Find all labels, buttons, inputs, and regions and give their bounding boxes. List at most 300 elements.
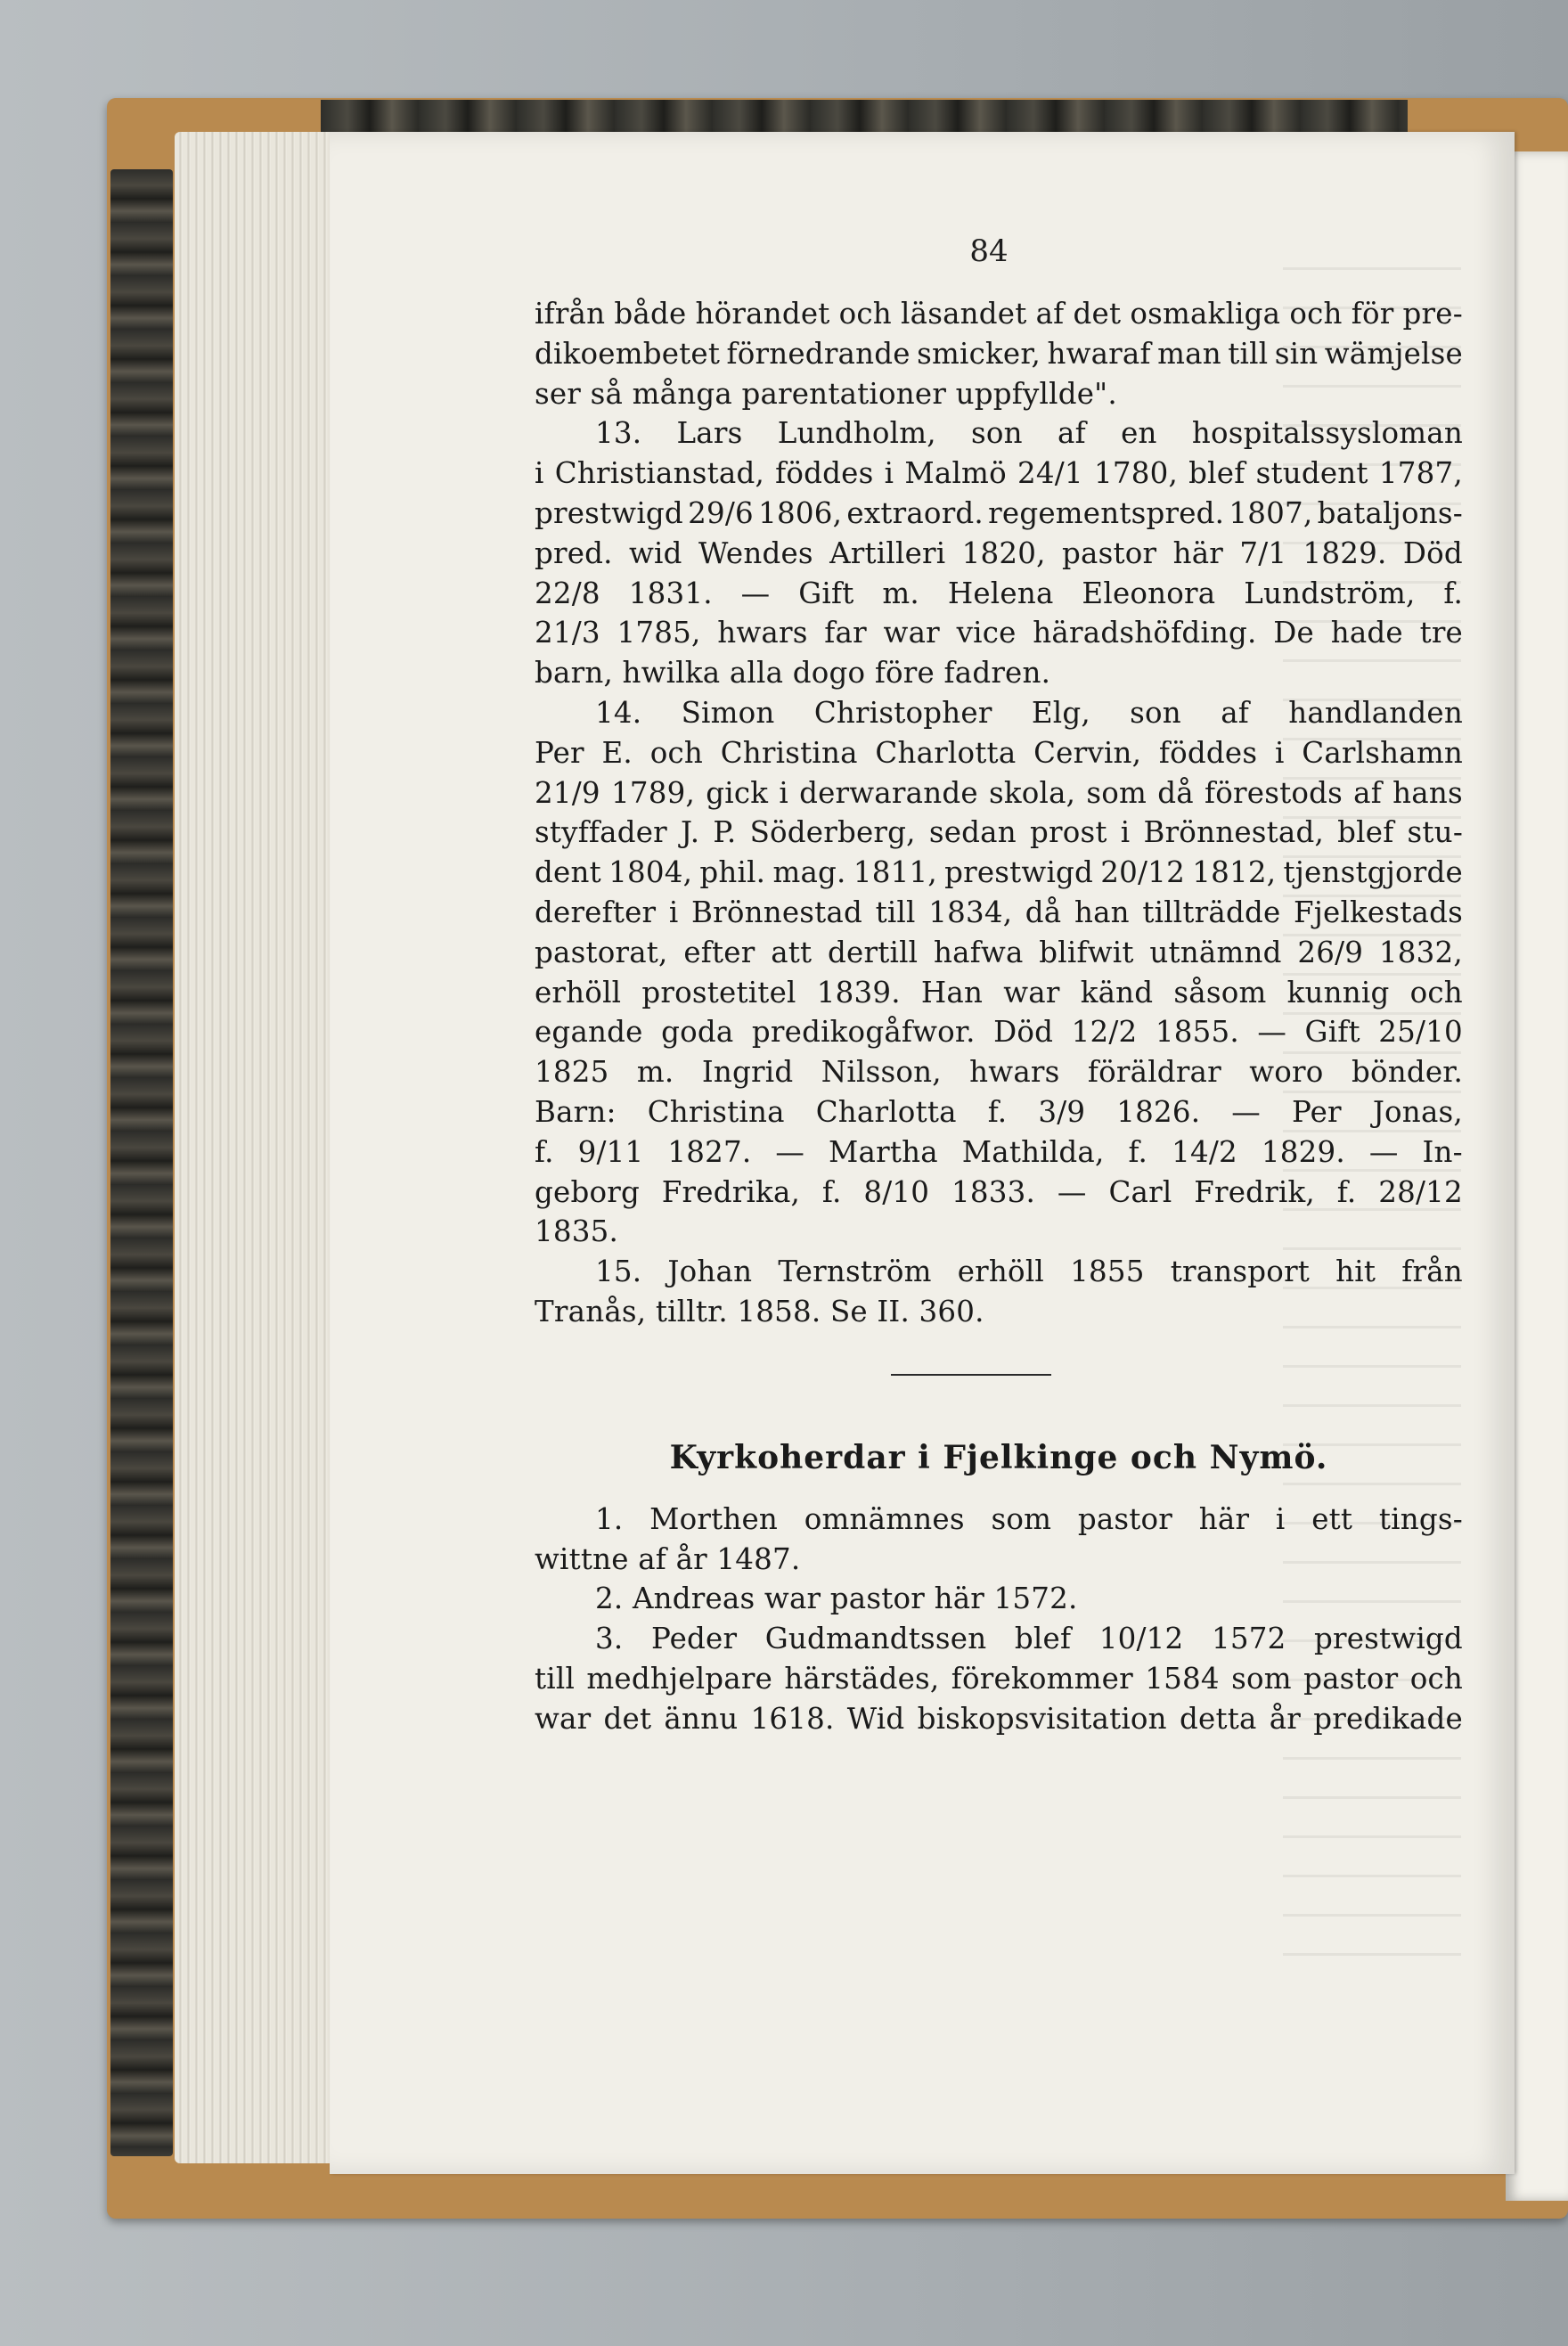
word: Christianstad, <box>554 456 764 491</box>
word: 1833. <box>951 1174 1036 1209</box>
section-heading: Kyrkoherdar i Fjelkinge och Nymö. <box>669 1439 1328 1477</box>
word: P. <box>713 815 737 850</box>
word: man <box>1157 336 1221 371</box>
word: 1807, <box>1229 495 1313 530</box>
word: 1831. <box>628 576 713 610</box>
word: Per <box>535 735 584 770</box>
word: och <box>1409 975 1463 1010</box>
word: Död <box>1402 535 1463 570</box>
word: Lundström, <box>1244 576 1416 610</box>
word: 1855. <box>1155 1015 1239 1050</box>
word: tillträdde <box>1142 895 1281 929</box>
text-line <box>535 1500 1463 1540</box>
word: 360. <box>919 1294 984 1328</box>
word: goda <box>661 1015 734 1050</box>
word: Cervin, <box>1033 735 1142 770</box>
word: Nilsson, <box>821 1055 942 1090</box>
word: In- <box>1422 1134 1463 1169</box>
word: ser <box>535 376 591 411</box>
word: derwarande <box>799 775 978 810</box>
word: tings- <box>1378 1501 1463 1536</box>
word: f. <box>535 1134 554 1169</box>
word: — <box>1057 1174 1087 1209</box>
word: 14. <box>595 695 642 730</box>
word: m. <box>882 576 919 610</box>
word: f. <box>821 1174 842 1209</box>
word: handlanden <box>1288 695 1463 730</box>
word: i <box>1274 735 1285 770</box>
word: f. <box>1336 1174 1357 1209</box>
word: phil. <box>699 855 766 890</box>
word: hade <box>1330 616 1403 650</box>
word: — <box>1368 1134 1399 1169</box>
word: hafwa <box>934 935 1024 969</box>
word: hwilka <box>622 656 730 691</box>
word: prost <box>1029 815 1107 850</box>
text-line <box>535 1579 1463 1619</box>
word: 20/12 <box>1100 855 1185 890</box>
word: Fredrik, <box>1194 1174 1315 1209</box>
word: J. <box>681 815 700 850</box>
word: före <box>874 656 944 691</box>
word: 29/6 <box>688 495 754 530</box>
word: blef <box>1014 1622 1072 1656</box>
word: Carl <box>1108 1174 1172 1209</box>
text-line <box>535 1012 1463 1052</box>
word: Wendes <box>698 535 813 570</box>
word: 1839. <box>816 975 901 1010</box>
word: pastor <box>829 1582 935 1616</box>
text-line <box>535 374 1463 414</box>
word: transport <box>1170 1255 1311 1289</box>
word: Jonas, <box>1372 1094 1463 1129</box>
word: prostetitel <box>641 975 796 1010</box>
word: 12/2 <box>1071 1015 1138 1050</box>
word: sin <box>1274 336 1319 371</box>
word: och <box>649 735 703 770</box>
word: 24/1 <box>1017 456 1083 491</box>
word: E. <box>601 735 633 770</box>
word: Simon <box>681 695 775 730</box>
word: 21/3 <box>535 616 600 650</box>
text-line <box>535 454 1463 494</box>
word: f. <box>987 1094 1008 1129</box>
word: till <box>875 895 916 929</box>
word: 1584 <box>1145 1661 1220 1696</box>
word: pastorat, <box>535 935 668 969</box>
word: många <box>632 376 742 411</box>
word: hospitalssysloman <box>1191 416 1463 451</box>
word: 1785, <box>617 616 701 650</box>
word: det <box>603 1701 652 1736</box>
word: Wid <box>846 1701 905 1736</box>
word: Brönnestad, <box>1143 815 1325 850</box>
word: af <box>1058 416 1086 451</box>
word: parentationer <box>741 376 956 411</box>
word: 1618. <box>750 1701 835 1736</box>
entries-block <box>535 294 1463 1332</box>
word: som <box>1231 1661 1292 1696</box>
word: 25/10 <box>1378 1015 1463 1050</box>
word: erhöll <box>535 975 622 1010</box>
word: 14/2 <box>1172 1134 1237 1169</box>
word: Lundholm, <box>777 416 936 451</box>
page-text <box>535 294 1463 1739</box>
text-line <box>535 1659 1463 1699</box>
word: Barn: <box>535 1094 617 1129</box>
word: här <box>1198 1501 1250 1536</box>
word: egande <box>535 1015 643 1050</box>
word: Tranås, <box>535 1294 656 1328</box>
word: wid <box>629 535 682 570</box>
word: hwaraf <box>1047 336 1151 371</box>
word: war <box>1003 975 1060 1010</box>
word: här <box>934 1582 994 1616</box>
marbled-cover-edge <box>110 169 173 2156</box>
text-line <box>535 1619 1463 1659</box>
word: utnämnd <box>1149 935 1282 969</box>
word: kunnig <box>1286 975 1390 1010</box>
word: efter <box>683 935 755 969</box>
word: dertill <box>828 935 919 969</box>
text-line <box>535 973 1463 1013</box>
word: 1811, <box>853 855 937 890</box>
word: häradshöfding. <box>1033 616 1257 650</box>
word: 28/12 <box>1378 1174 1463 1209</box>
word: erhöll <box>957 1255 1045 1289</box>
word: 1858. <box>737 1294 830 1328</box>
word: detta <box>1180 1701 1257 1736</box>
word: 1855 <box>1070 1255 1145 1289</box>
text-line <box>535 534 1463 574</box>
word: war <box>764 1582 830 1616</box>
word: blifwit <box>1039 935 1134 969</box>
word: här <box>1172 535 1224 570</box>
word: 1804, <box>608 855 693 890</box>
word: gick <box>706 775 769 810</box>
word: Christina <box>720 735 858 770</box>
word: predikade <box>1313 1701 1463 1736</box>
word: Elg, <box>1031 695 1090 730</box>
word: af <box>1035 297 1065 331</box>
text-line <box>535 773 1463 813</box>
word: Fredrika, <box>661 1174 801 1209</box>
text-line <box>535 693 1463 733</box>
word: war <box>883 616 940 650</box>
word: dogo <box>792 656 875 691</box>
word: i <box>1275 1501 1286 1536</box>
word: stu- <box>1407 815 1463 850</box>
word: extraord. <box>846 495 984 530</box>
facing-page <box>1506 151 1568 2201</box>
marbled-cover-top <box>321 100 1408 135</box>
word: 1826. <box>1116 1094 1201 1129</box>
word: ett <box>1311 1501 1353 1536</box>
text-line <box>535 613 1463 653</box>
word: 1806, <box>758 495 843 530</box>
word: hwars <box>717 616 808 650</box>
word: pred. <box>535 535 613 570</box>
word: 1825 <box>535 1055 609 1090</box>
word: fadren. <box>943 656 1051 691</box>
text-line <box>535 574 1463 614</box>
word: geborg <box>535 1174 640 1209</box>
word: Eleonora <box>1082 576 1216 610</box>
word: Lars <box>676 416 743 451</box>
word: — <box>740 576 771 610</box>
text-line <box>535 1173 1463 1213</box>
word: 3. <box>595 1622 624 1656</box>
word: Söderberg, <box>749 815 916 850</box>
word: tilltr. <box>655 1294 738 1328</box>
word: biskopsvisitation <box>917 1701 1167 1736</box>
section-divider <box>535 1332 1463 1418</box>
text-line <box>535 653 1463 693</box>
word: predikogåfwor. <box>751 1015 976 1050</box>
word: att <box>771 935 813 969</box>
word: pastor <box>1062 535 1157 570</box>
word: f. <box>1443 576 1463 610</box>
word: år <box>675 1541 717 1576</box>
text-line <box>535 733 1463 773</box>
word: läsandet <box>901 297 1027 331</box>
word: Charlotta <box>875 735 1017 770</box>
word: i <box>535 456 544 491</box>
word: Morthen <box>649 1501 779 1536</box>
word: son <box>971 416 1023 451</box>
text-line <box>535 1092 1463 1132</box>
word: prestwigd <box>1314 1622 1463 1656</box>
word: alla <box>729 656 793 691</box>
word: dikoembetet <box>535 336 721 371</box>
word: vice <box>956 616 1017 650</box>
word: till <box>1228 336 1269 371</box>
word: hwars <box>969 1055 1060 1090</box>
text-line <box>535 1252 1463 1292</box>
word: f. <box>1128 1134 1148 1169</box>
word: ännu <box>664 1701 739 1736</box>
word: osmakliga <box>1130 297 1281 331</box>
word: 8/10 <box>863 1174 930 1209</box>
word: Brönnestad <box>691 895 863 929</box>
word: styffader <box>535 815 667 850</box>
word: — <box>1231 1094 1261 1129</box>
word: pre- <box>1402 297 1463 331</box>
word: förekommer <box>951 1661 1133 1696</box>
word: 1820, <box>961 535 1046 570</box>
text-line <box>535 933 1463 973</box>
word: Död <box>993 1015 1054 1050</box>
word: war <box>535 1701 592 1736</box>
text-line <box>535 494 1463 534</box>
word: 15. <box>595 1255 642 1289</box>
text-line <box>535 853 1463 893</box>
word: föddes <box>775 456 874 491</box>
word: wittne <box>535 1541 639 1576</box>
text-line <box>535 893 1463 933</box>
word: 9/11 <box>577 1134 644 1169</box>
word: i <box>779 775 788 810</box>
word: ifrån <box>535 297 606 331</box>
word: 1780, <box>1093 456 1178 491</box>
word: Mathilda, <box>961 1134 1105 1169</box>
text-line <box>535 1052 1463 1092</box>
word: 3/9 <box>1038 1094 1086 1129</box>
word: för <box>1351 297 1394 331</box>
page-number: 84 <box>969 233 1009 269</box>
word: 1572 <box>1211 1622 1286 1656</box>
word: Ternström <box>778 1255 932 1289</box>
word: Christina <box>647 1094 785 1129</box>
word: tre <box>1419 616 1463 650</box>
word: wämjelse <box>1324 336 1463 371</box>
word: 1. <box>595 1501 624 1536</box>
section-heading-wrap <box>535 1418 1463 1500</box>
word: hans <box>1392 775 1463 810</box>
word: som <box>1086 775 1147 810</box>
word: från <box>1401 1255 1463 1289</box>
word: så <box>590 376 633 411</box>
word: far <box>824 616 867 650</box>
word: 10/12 <box>1098 1622 1184 1656</box>
word: son <box>1130 695 1181 730</box>
word: till <box>535 1661 576 1696</box>
word: pastor <box>1303 1661 1399 1696</box>
word: blef <box>1188 456 1245 491</box>
word: bönder. <box>1351 1055 1463 1090</box>
word: tjenstgjorde <box>1283 855 1463 890</box>
word: 1829. <box>1303 535 1387 570</box>
word: medhjelpare <box>586 1661 773 1696</box>
word: pastor <box>1077 1501 1173 1536</box>
word: det <box>1073 297 1122 331</box>
word: 1487. <box>716 1541 801 1576</box>
word: sedan <box>928 815 1017 850</box>
word: 7/1 <box>1239 535 1287 570</box>
word: af <box>638 1541 676 1576</box>
word: 21/9 <box>535 775 600 810</box>
text-line <box>535 813 1463 853</box>
word: dent <box>535 855 601 890</box>
word: både <box>614 297 687 331</box>
text-line <box>535 1292 1463 1332</box>
word: 1834, <box>928 895 1013 929</box>
word: Helena <box>947 576 1054 610</box>
word: Christopher <box>813 695 992 730</box>
word: af <box>1221 695 1250 730</box>
word: Han <box>920 975 984 1010</box>
word: student <box>1255 456 1368 491</box>
word: Se <box>829 1294 878 1328</box>
page-stack-edges <box>175 132 335 2163</box>
word: woro <box>1249 1055 1324 1090</box>
word: prestwigd <box>535 495 683 530</box>
word: regementspred. <box>988 495 1225 530</box>
word: Fjelkestads <box>1293 895 1463 929</box>
word: 1789, <box>610 775 696 810</box>
word: — <box>1257 1015 1287 1050</box>
text-line <box>535 1212 1463 1252</box>
word: i <box>884 456 894 491</box>
word: barn, <box>535 656 623 691</box>
word: i <box>1120 815 1131 850</box>
text-line <box>535 294 1463 334</box>
word: II. <box>877 1294 919 1328</box>
text-line <box>535 1699 1463 1739</box>
word: Andreas <box>632 1582 764 1616</box>
word: år <box>1269 1701 1302 1736</box>
word: då <box>1025 895 1062 929</box>
word: Johan <box>667 1255 753 1289</box>
word: Charlotta <box>815 1094 957 1129</box>
text-line <box>535 334 1463 374</box>
word: bataljons- <box>1317 495 1463 530</box>
word: 1832, <box>1378 935 1463 969</box>
word: 1572. <box>993 1582 1078 1616</box>
word: som <box>991 1501 1052 1536</box>
word: af <box>1353 775 1382 810</box>
word: Martha <box>829 1134 938 1169</box>
word: i <box>668 895 679 929</box>
word: hit <box>1335 1255 1376 1289</box>
word: — <box>775 1134 805 1169</box>
word: förnedrande <box>726 336 911 371</box>
word: såsom <box>1173 975 1267 1010</box>
word: föräldrar <box>1087 1055 1221 1090</box>
word: han <box>1074 895 1130 929</box>
word: Peder <box>650 1622 738 1656</box>
word: Gudmandtssen <box>764 1622 987 1656</box>
word: hörandet <box>695 297 830 331</box>
word: Per <box>1292 1094 1342 1129</box>
word: 1812, <box>1192 855 1277 890</box>
word: 13. <box>595 416 642 451</box>
word: 1787, <box>1378 456 1463 491</box>
word: en <box>1121 416 1157 451</box>
text-line <box>535 1540 1463 1580</box>
word: Gift <box>1304 1015 1360 1050</box>
word: derefter <box>535 895 657 929</box>
word: Gift <box>798 576 854 610</box>
word: 26/9 <box>1297 935 1364 969</box>
word: 1827. <box>667 1134 752 1169</box>
word: Carlshamn <box>1302 735 1463 770</box>
word: Ingrid <box>701 1055 794 1090</box>
word: föddes <box>1158 735 1258 770</box>
word: smicker, <box>917 336 1041 371</box>
word: m. <box>636 1055 674 1090</box>
word: 1835. <box>535 1214 619 1249</box>
word: och <box>1409 1661 1463 1696</box>
word: Artilleri <box>829 535 946 570</box>
word: De <box>1273 616 1314 650</box>
word: blef <box>1337 815 1394 850</box>
text-line <box>535 1132 1463 1173</box>
word: 2. <box>595 1582 633 1616</box>
entries-block-2 <box>535 1500 1463 1739</box>
word: och <box>838 297 892 331</box>
word: känd <box>1080 975 1154 1010</box>
word: då <box>1157 775 1194 810</box>
word: omnämnes <box>804 1501 965 1536</box>
word: uppfyllde". <box>955 376 1117 411</box>
word: och <box>1289 297 1343 331</box>
word: skola, <box>988 775 1076 810</box>
word: Malmö <box>904 456 1007 491</box>
word: prestwigd <box>944 855 1094 890</box>
word: 22/8 <box>535 576 600 610</box>
text-line <box>535 413 1463 454</box>
